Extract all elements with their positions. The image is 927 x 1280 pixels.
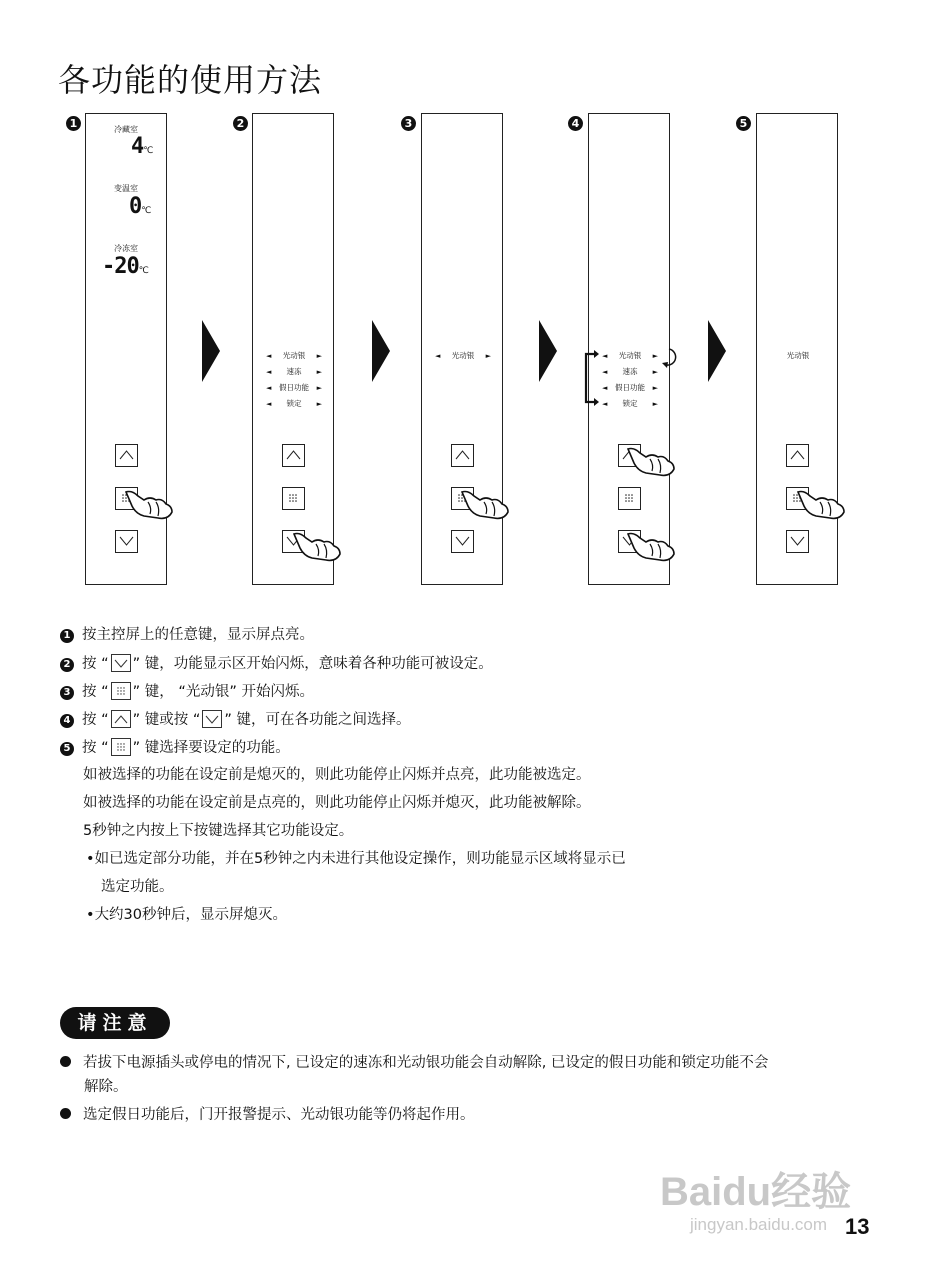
step-number: 4 bbox=[568, 116, 583, 131]
pressing-hand-icon bbox=[626, 445, 678, 479]
bullet-note: •如已选定部分功能，并在5秒钟之内未进行其他设定操作，则功能显示区域将显示已 bbox=[86, 851, 626, 867]
instruction-2: 2 按 “ ” 键，功能显示区开始闪烁，意味着各种功能可被设定。 bbox=[60, 654, 493, 674]
chevron-up-icon bbox=[119, 449, 134, 461]
zone-label: 冷藏室 bbox=[114, 125, 138, 134]
bullet-icon: • bbox=[86, 907, 95, 923]
instruction-1: 1 按主控屏上的任意键，显示屏点亮。 bbox=[60, 626, 314, 645]
bullet-icon bbox=[60, 1108, 71, 1119]
instruction-detail: 5秒钟之内按上下按键选择其它功能设定。 bbox=[83, 823, 354, 839]
dots-grid-icon bbox=[286, 492, 301, 504]
function-row: ◄ 假日功能 ► bbox=[253, 380, 335, 396]
right-arrow-icon: ► bbox=[652, 400, 658, 408]
bullet-note: •大约30秒钟后，显示屏熄灭。 bbox=[86, 907, 288, 923]
up-key-icon bbox=[111, 710, 131, 728]
temp-display: -20℃ bbox=[102, 254, 148, 279]
function-row: ◄ 光动银 ► bbox=[253, 348, 335, 364]
chevron-up-icon bbox=[286, 449, 301, 461]
right-arrow-icon: ► bbox=[652, 384, 658, 392]
down-button[interactable] bbox=[451, 530, 474, 553]
function-list bbox=[422, 348, 504, 364]
pressing-hand-icon bbox=[124, 488, 176, 522]
chevron-down-icon bbox=[790, 535, 805, 547]
right-arrow-icon: ► bbox=[316, 400, 322, 408]
right-arrow-icon: ► bbox=[652, 368, 658, 376]
function-row: ◄ 锁定 ► bbox=[589, 396, 671, 412]
step-arrow-icon bbox=[539, 320, 557, 382]
down-key-icon bbox=[111, 654, 131, 672]
page-title: 各功能的使用方法 bbox=[58, 61, 323, 99]
function-row: 光动银 bbox=[786, 351, 810, 360]
step-number: 1 bbox=[66, 116, 81, 131]
down-button[interactable] bbox=[115, 530, 138, 553]
select-button[interactable] bbox=[282, 487, 305, 510]
step-number: 2 bbox=[233, 116, 248, 131]
notice-item: 选定假日功能后，门开报警提示、光动银功能等仍将起作用。 bbox=[60, 1104, 475, 1126]
instruction-detail: 如被选择的功能在设定前是熄灭的，则此功能停止闪烁并点亮，此功能被选定。 bbox=[83, 767, 591, 783]
dots-grid-icon bbox=[622, 492, 637, 504]
function-row: ◄ 速冻 ► bbox=[253, 364, 335, 380]
down-button[interactable] bbox=[786, 530, 809, 553]
temp-display: 0℃ bbox=[129, 194, 151, 219]
zone-label: 冷冻室 bbox=[114, 244, 138, 253]
step-number: 5 bbox=[736, 116, 751, 131]
notice-item: 若拔下电源插头或停电的情况下, 已设定的速冻和光动银功能会自动解除, 已设定的假日功能和锁定功能不会 bbox=[60, 1052, 768, 1074]
chevron-down-icon bbox=[119, 535, 134, 547]
right-arrow-icon: ► bbox=[316, 384, 322, 392]
left-arrow-icon: ◄ bbox=[266, 400, 272, 408]
right-arrow-icon: ► bbox=[316, 352, 322, 360]
function-row: ◄ 速冻 ► bbox=[589, 364, 671, 380]
pressing-hand-icon bbox=[460, 488, 512, 522]
instruction-3: 3 按 “ ” 键， “光动银” 开始闪烁。 bbox=[60, 682, 314, 702]
left-arrow-icon: ◄ bbox=[266, 384, 272, 392]
chevron-up-icon bbox=[790, 449, 805, 461]
function-list bbox=[253, 348, 335, 412]
up-button[interactable] bbox=[115, 444, 138, 467]
page-number: 13 bbox=[845, 1214, 870, 1239]
instruction-4: 4 按 “ ” 键或按 “ ” 键，可在各功能之间选择。 bbox=[60, 710, 411, 730]
left-arrow-icon: ◄ bbox=[602, 368, 608, 376]
pressing-hand-icon bbox=[292, 530, 344, 564]
select-button[interactable] bbox=[618, 487, 641, 510]
left-arrow-icon: ◄ bbox=[602, 400, 608, 408]
zone-label: 变温室 bbox=[114, 184, 138, 193]
up-button[interactable] bbox=[786, 444, 809, 467]
bullet-note-cont: 选定功能。 bbox=[101, 879, 174, 895]
step-arrow-icon bbox=[708, 320, 726, 382]
left-arrow-icon: ◄ bbox=[435, 352, 441, 360]
function-row: ◄ 光动银 ► bbox=[589, 348, 671, 364]
function-row: ◄ 假日功能 ► bbox=[589, 380, 671, 396]
bullet-icon bbox=[60, 1056, 71, 1067]
down-key-icon bbox=[202, 710, 222, 728]
function-row: ◄ 锁定 ► bbox=[253, 396, 335, 412]
left-arrow-icon: ◄ bbox=[266, 368, 272, 376]
pressing-hand-icon bbox=[796, 488, 848, 522]
select-key-icon bbox=[111, 682, 131, 700]
instruction-detail: 如被选择的功能在设定前是点亮的，则此功能停止闪烁并熄灭，此功能被解除。 bbox=[83, 795, 591, 811]
step-arrow-icon bbox=[372, 320, 390, 382]
left-arrow-icon: ◄ bbox=[602, 384, 608, 392]
right-arrow-icon: ► bbox=[652, 352, 658, 360]
step-arrow-icon bbox=[202, 320, 220, 382]
up-button[interactable] bbox=[282, 444, 305, 467]
right-arrow-icon: ► bbox=[485, 352, 491, 360]
left-arrow-icon: ◄ bbox=[266, 352, 272, 360]
chevron-up-icon bbox=[455, 449, 470, 461]
temp-display: 4℃ bbox=[131, 134, 153, 159]
cycle-bracket-icon bbox=[578, 346, 682, 410]
function-row: ◄ 光动银 ► bbox=[422, 348, 504, 364]
instruction-5: 5 按 “ ” 键选择要设定的功能。 bbox=[60, 738, 290, 758]
control-panel-step2 bbox=[252, 113, 334, 585]
function-list bbox=[757, 348, 839, 364]
notice-badge: 请注意 bbox=[60, 1007, 170, 1039]
watermark-logo: Baidu经验 bbox=[660, 1170, 852, 1214]
watermark-url: jingyan.baidu.com bbox=[690, 1215, 828, 1234]
notice-item-cont: 解除。 bbox=[84, 1079, 128, 1095]
left-arrow-icon: ◄ bbox=[602, 352, 608, 360]
up-button[interactable] bbox=[451, 444, 474, 467]
chevron-down-icon bbox=[455, 535, 470, 547]
pressing-hand-icon bbox=[626, 530, 678, 564]
select-key-icon bbox=[111, 738, 131, 756]
bullet-icon: • bbox=[86, 851, 95, 867]
right-arrow-icon: ► bbox=[316, 368, 322, 376]
step-number: 3 bbox=[401, 116, 416, 131]
